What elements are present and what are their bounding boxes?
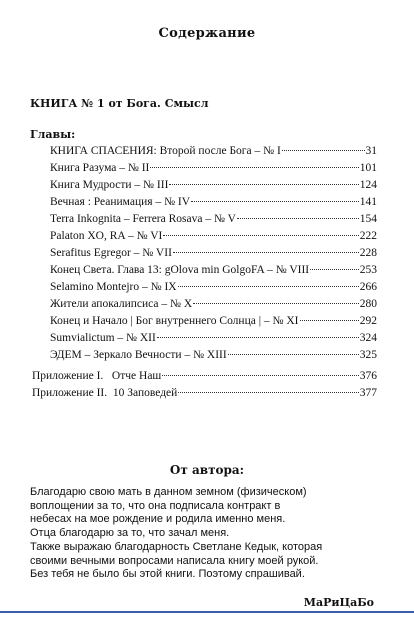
dot-leader bbox=[163, 234, 358, 236]
author-note-line: своими вечными вопросами написала книгу моей рукой. bbox=[30, 554, 319, 567]
author-note bbox=[30, 486, 380, 582]
dot-leader bbox=[282, 149, 365, 151]
author-note-line: небесах на мое рождение и родила именно меня. bbox=[30, 513, 286, 526]
toc-title: КНИГА СПАСЕНИЯ: Второй после Бога – № I bbox=[50, 145, 281, 157]
dot-leader bbox=[178, 391, 358, 393]
toc-title: Конец Света. Глава 13: gOlova min GolgoFA – № VIII bbox=[50, 264, 310, 276]
toc-row[interactable] bbox=[50, 196, 377, 209]
author-note-line: Без тебя не было бы этой книги. Поэтому спрашивай. bbox=[30, 568, 305, 581]
toc-row[interactable] bbox=[50, 145, 377, 158]
dot-leader bbox=[193, 302, 359, 304]
toc-row[interactable] bbox=[50, 315, 377, 328]
toc-page: 124 bbox=[359, 179, 377, 191]
toc-row[interactable] bbox=[50, 332, 377, 345]
appendix-title: Приложение I. Отче Наш bbox=[32, 370, 162, 382]
appendix-title: Приложение II. 10 Заповедей bbox=[32, 387, 178, 399]
dot-leader bbox=[300, 319, 359, 321]
bottom-divider bbox=[0, 611, 414, 613]
toc-row[interactable] bbox=[50, 349, 377, 362]
chapters-label: Главы: bbox=[30, 128, 76, 141]
toc-title: Selamino Montejro – № IX bbox=[50, 281, 177, 293]
page-title: Содержание bbox=[158, 26, 256, 41]
dot-leader bbox=[173, 251, 359, 253]
author-note-line: Благодарю свою мать в данном земном (физическом) bbox=[30, 486, 307, 498]
dot-leader bbox=[169, 183, 358, 185]
toc-page: 266 bbox=[359, 281, 377, 293]
dot-leader bbox=[191, 200, 359, 202]
appendix-row[interactable] bbox=[32, 387, 377, 400]
book-heading: КНИГА № 1 от Бога. Смысл bbox=[30, 97, 209, 110]
toc-title: Terra Inkognita – Ferrera Rosava – № V bbox=[50, 213, 236, 225]
toc-row[interactable] bbox=[50, 281, 377, 294]
toc-page: 101 bbox=[359, 162, 377, 174]
appendix-page: 376 bbox=[359, 370, 377, 382]
dot-leader bbox=[157, 336, 359, 338]
dot-leader bbox=[150, 166, 358, 168]
author-note-line: Также выражаю благодарность Светлане Кедык, которая bbox=[30, 540, 323, 553]
toc-page: 292 bbox=[359, 315, 377, 327]
toc-row[interactable] bbox=[50, 264, 377, 277]
toc-title: Вечная : Реанимация – № IV bbox=[50, 196, 191, 208]
toc-page: 222 bbox=[359, 230, 377, 242]
toc-page: 228 bbox=[359, 247, 377, 259]
toc-row[interactable] bbox=[50, 179, 377, 192]
dot-leader bbox=[178, 285, 359, 287]
toc-page: 141 bbox=[359, 196, 377, 208]
appendix-page: 377 bbox=[359, 387, 377, 399]
toc-row[interactable] bbox=[50, 162, 377, 175]
toc-title: Книга Разума – № II bbox=[50, 162, 150, 174]
author-signature: МаРиЦаБо bbox=[303, 596, 374, 609]
toc-row[interactable] bbox=[50, 247, 377, 260]
toc-title: Конец и Начало | Бог внутреннего Солнца | – № XI bbox=[50, 315, 299, 327]
toc-title: Sumvialictum – № XII bbox=[50, 332, 156, 344]
dot-leader bbox=[237, 217, 359, 219]
appendix-row[interactable] bbox=[32, 370, 377, 383]
toc-row[interactable] bbox=[50, 298, 377, 311]
toc-title: ЭДЕМ – Зеркало Вечности – № XIII bbox=[50, 349, 227, 361]
toc-page: 31 bbox=[365, 145, 377, 157]
dot-leader bbox=[310, 268, 359, 270]
toc-page: 280 bbox=[359, 298, 377, 310]
toc-page: 325 bbox=[359, 349, 377, 361]
toc-title: Palaton XO, RA – № VI bbox=[50, 230, 163, 242]
toc-title: Serafitus Egregor – № VII bbox=[50, 247, 172, 259]
toc-row[interactable] bbox=[50, 213, 377, 226]
toc-title: Жители апокалипсиса – № X bbox=[50, 298, 193, 310]
toc-row[interactable] bbox=[50, 230, 377, 243]
toc-page: 324 bbox=[359, 332, 377, 344]
dot-leader bbox=[162, 374, 358, 376]
author-section-title: От автора: bbox=[169, 463, 245, 477]
toc-page: 253 bbox=[359, 264, 377, 276]
toc-page: 154 bbox=[359, 213, 377, 225]
toc-title: Книга Мудрости – № III bbox=[50, 179, 169, 191]
author-note-line: воплощении за то, что она подписала контракт в bbox=[30, 499, 281, 512]
author-note-line: Отца благодарю за то, что зачал меня. bbox=[30, 527, 230, 540]
dot-leader bbox=[228, 353, 359, 355]
